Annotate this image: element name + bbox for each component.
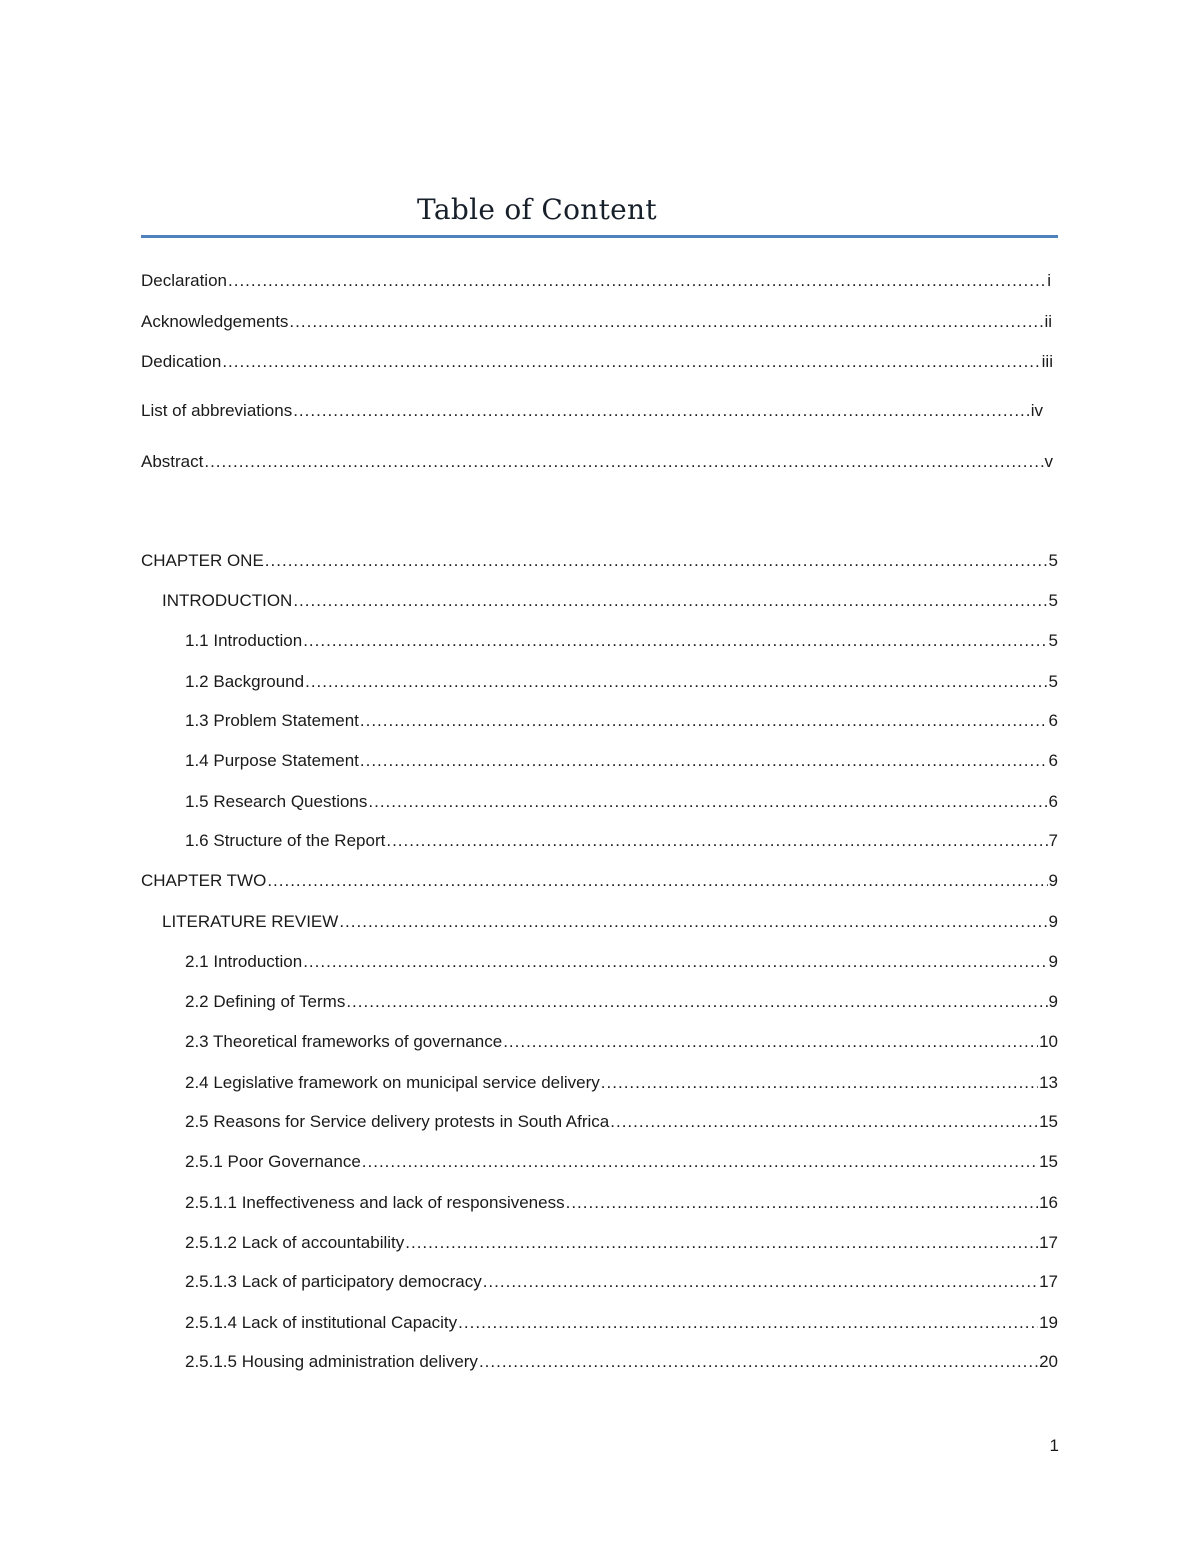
- toc-dot-leader: [303, 951, 1047, 973]
- toc-entry-2-5[interactable]: [185, 1111, 1058, 1133]
- toc-entry-label: 2.5.1.1 Ineffectiveness and lack of responsiveness: [185, 1193, 565, 1212]
- toc-entry-page: 16: [1039, 1193, 1058, 1212]
- toc-entry-label: List of abbreviations: [141, 401, 293, 420]
- toc-entry-page: 6: [1048, 711, 1058, 730]
- toc-entry-page: 5: [1048, 591, 1058, 610]
- toc-entry-2-5-1-3[interactable]: [185, 1271, 1058, 1293]
- toc-entry-label: 1.2 Background: [185, 672, 305, 691]
- toc-dot-leader: [267, 870, 1047, 892]
- toc-entry-label: 1.1 Introduction: [185, 631, 303, 650]
- toc-dot-leader: [362, 1151, 1038, 1173]
- page-title: Table of Content: [417, 193, 657, 226]
- toc-entry-1-1[interactable]: [185, 630, 1058, 652]
- toc-dot-leader: [204, 451, 1043, 473]
- toc-dot-leader: [293, 590, 1047, 612]
- toc-dot-leader: [339, 911, 1047, 933]
- toc-entry-chapter-two[interactable]: [141, 870, 1058, 892]
- toc-entry-2-5-1[interactable]: [185, 1151, 1058, 1173]
- toc-entry-2-5-1-2[interactable]: [185, 1232, 1058, 1254]
- toc-entry-page: 9: [1048, 992, 1058, 1011]
- toc-entry-introduction-heading[interactable]: [162, 590, 1058, 612]
- toc-dot-leader: [458, 1312, 1038, 1334]
- toc-dot-leader: [368, 791, 1047, 813]
- toc-entry-label: 2.2 Defining of Terms: [185, 992, 346, 1011]
- toc-entry-page: 9: [1048, 871, 1058, 890]
- toc-entry-acknowledgements[interactable]: [141, 311, 1052, 333]
- toc-entry-2-4[interactable]: [185, 1072, 1058, 1094]
- toc-dot-leader: [222, 351, 1040, 373]
- toc-dot-leader: [479, 1351, 1038, 1373]
- toc-entry-page: 9: [1048, 952, 1058, 971]
- toc-entry-page: i: [1047, 271, 1051, 290]
- toc-dot-leader: [293, 400, 1030, 422]
- toc-entry-label: 2.5.1.3 Lack of participatory democracy: [185, 1272, 482, 1291]
- toc-dot-leader: [360, 750, 1048, 772]
- toc-entry-label: 2.5.1.4 Lack of institutional Capacity: [185, 1313, 458, 1332]
- toc-entry-label: 1.3 Problem Statement: [185, 711, 359, 730]
- toc-dot-leader: [386, 830, 1047, 852]
- toc-entry-page: iii: [1041, 352, 1053, 371]
- toc-dot-leader: [360, 710, 1048, 732]
- toc-entry-label: 2.5 Reasons for Service delivery protests in South Africa: [185, 1112, 610, 1131]
- toc-dot-leader: [566, 1192, 1038, 1214]
- toc-entry-abstract[interactable]: [141, 451, 1053, 473]
- toc-entry-declaration[interactable]: [141, 270, 1051, 292]
- toc-entry-label: Declaration: [141, 271, 227, 290]
- toc-entry-1-4[interactable]: [185, 750, 1058, 772]
- toc-entry-1-5[interactable]: [185, 791, 1058, 813]
- toc-entry-page: 20: [1039, 1352, 1058, 1371]
- toc-entry-page: 6: [1048, 792, 1058, 811]
- toc-entry-1-6[interactable]: [185, 830, 1058, 852]
- toc-entry-page: 13: [1039, 1073, 1058, 1092]
- toc-entry-chapter-one[interactable]: [141, 550, 1058, 572]
- toc-entry-label: Acknowledgements: [141, 312, 289, 331]
- toc-entry-label: CHAPTER ONE: [141, 551, 264, 570]
- toc-entry-label: 1.6 Structure of the Report: [185, 831, 386, 850]
- toc-entry-page: 15: [1039, 1112, 1058, 1131]
- toc-entry-label: 2.1 Introduction: [185, 952, 303, 971]
- toc-entry-2-2[interactable]: [185, 991, 1058, 1013]
- toc-dot-leader: [303, 630, 1047, 652]
- toc-entry-label: 2.5.1.2 Lack of accountability: [185, 1233, 405, 1252]
- toc-entry-label: Abstract: [141, 452, 204, 471]
- toc-dot-leader: [346, 991, 1047, 1013]
- title-underline: [141, 235, 1058, 238]
- toc-dot-leader: [289, 311, 1043, 333]
- toc-entry-1-3[interactable]: [185, 710, 1058, 732]
- toc-dot-leader: [610, 1111, 1038, 1133]
- toc-entry-1-2[interactable]: [185, 671, 1058, 693]
- toc-entry-page: 5: [1048, 631, 1058, 650]
- toc-entry-page: v: [1044, 452, 1053, 471]
- toc-entry-2-5-1-1[interactable]: [185, 1192, 1058, 1214]
- toc-entry-label: 2.5.1 Poor Governance: [185, 1152, 361, 1171]
- toc-entry-page: 5: [1048, 672, 1058, 691]
- toc-dot-leader: [483, 1271, 1038, 1293]
- toc-entry-page: 19: [1039, 1313, 1058, 1332]
- toc-entry-page: 17: [1039, 1272, 1058, 1291]
- toc-entry-label: CHAPTER TWO: [141, 871, 267, 890]
- toc-entry-page: iv: [1030, 401, 1043, 420]
- toc-entry-2-5-1-5[interactable]: [185, 1351, 1058, 1373]
- toc-entry-2-1[interactable]: [185, 951, 1058, 973]
- toc-entry-2-5-1-4[interactable]: [185, 1312, 1058, 1334]
- toc-entry-page: 15: [1039, 1152, 1058, 1171]
- toc-entry-literature-review-heading[interactable]: [162, 911, 1058, 933]
- toc-entry-label: LITERATURE REVIEW: [162, 912, 339, 931]
- toc-dot-leader: [405, 1232, 1038, 1254]
- toc-entry-label: INTRODUCTION: [162, 591, 293, 610]
- toc-entry-page: 9: [1048, 912, 1058, 931]
- toc-entry-list-of-abbreviations[interactable]: [141, 400, 1043, 422]
- toc-entry-dedication[interactable]: [141, 351, 1053, 373]
- toc-entry-label: 1.5 Research Questions: [185, 792, 368, 811]
- toc-entry-label: 2.4 Legislative framework on municipal service delivery: [185, 1073, 600, 1092]
- toc-entry-label: 1.4 Purpose Statement: [185, 751, 359, 770]
- toc-dot-leader: [601, 1072, 1038, 1094]
- toc-entry-label: Dedication: [141, 352, 222, 371]
- toc-entry-page: 7: [1048, 831, 1058, 850]
- toc-entry-2-3[interactable]: [185, 1031, 1058, 1053]
- toc-entry-label: 2.3 Theoretical frameworks of governance: [185, 1032, 503, 1051]
- toc-entry-page: ii: [1044, 312, 1052, 331]
- toc-entry-page: 5: [1048, 551, 1058, 570]
- toc-entry-page: 6: [1048, 751, 1058, 770]
- toc-dot-leader: [503, 1031, 1038, 1053]
- toc-dot-leader: [265, 550, 1048, 572]
- page-number: 1: [1049, 1436, 1059, 1455]
- toc-dot-leader: [305, 671, 1047, 693]
- toc-entry-page: 17: [1039, 1233, 1058, 1252]
- toc-entry-label: 2.5.1.5 Housing administration delivery: [185, 1352, 478, 1371]
- toc-entry-page: 10: [1039, 1032, 1058, 1051]
- toc-dot-leader: [228, 270, 1046, 292]
